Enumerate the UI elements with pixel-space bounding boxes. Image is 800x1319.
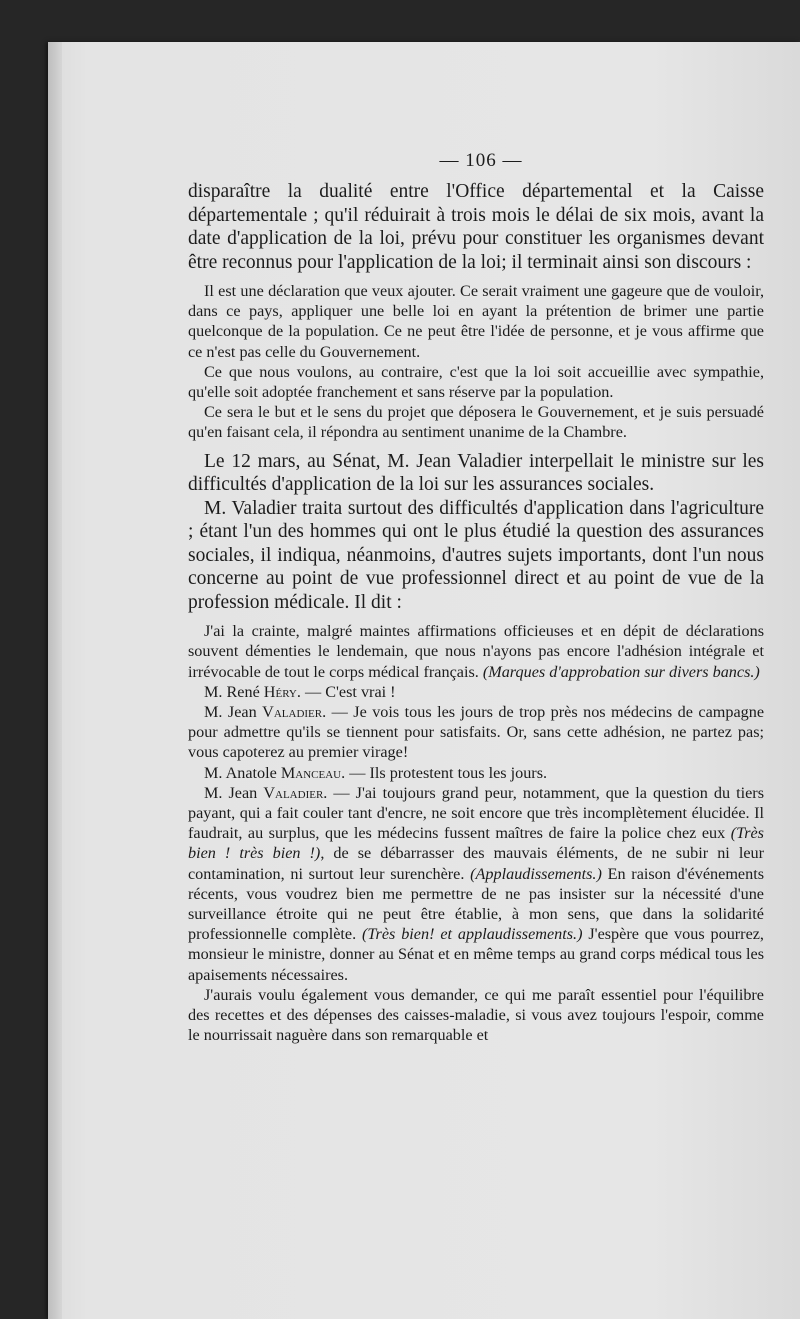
speech-text: . — J'ai toujours grand peur, notamment, que la question du tiers payant, qui a fait couler tant d'encre, ne soit encore que très incomplètement élucidée. Il faudrait, au surplus, que les médecins fussent maîtres de faire la police chez eux: [188, 783, 764, 843]
speech-text: J'espère que vous pourrez, monsieur le ministre, donner au Sénat et en même temps au grand corps médical tous les apaisements nécessaires.: [188, 925, 764, 984]
speech-text: , de se débarrasser des mauvais éléments, de ne subir ni leur contamination, ni surtout leur surenchère.: [188, 844, 764, 883]
intro-paragraph: disparaître la dualité entre l'Office départemental et la Caisse départementale ; qu'il réduirait à trois mois le délai de six mois, avant la date d'application de la loi, prévu pour constituer les organismes devant être reconnus pour l'application de la loi; il terminait ainsi son discours :: [188, 181, 764, 273]
paper-edge: [48, 42, 62, 1319]
narrative-paragraph-2: M. Valadier traita surtout des difficultés d'application dans l'agriculture ; étant l'un des hommes qui ont le plus étudié la question des assurances sociales, il indiqua, néanmoins, d'autres sujets importants, dont l'un nous concerne au point de vue professionnel direct et au point de vue de la profession médicale. Il dit :: [188, 497, 764, 613]
remark: (Très bien! et applaudissements.): [362, 925, 583, 944]
speaker-last: Héry: [263, 682, 297, 701]
quote2-paragraph-5: [188, 783, 764, 985]
quote-block-1: [188, 281, 764, 443]
speech-text: . — C'est vrai !: [296, 682, 396, 701]
narrative-block: [188, 450, 764, 615]
speaker-last: Valadier: [262, 702, 323, 721]
speaker-first: M. Jean: [204, 783, 258, 802]
quote1-paragraph-2: Ce que nous voulons, au contraire, c'est que la loi soit accueillie avec sympathie, qu'elle soit adoptée franchement et sans réserve par la population.: [188, 362, 764, 402]
intro-block: [188, 180, 764, 274]
quote2-p1-remark: (Marques d'approbation sur divers bancs.): [482, 662, 760, 681]
page-number: — 106 —: [439, 150, 523, 171]
speaker-first: M. Anatole: [204, 763, 277, 782]
quote-block-2: [188, 621, 764, 1045]
narrative-paragraph-1: Le 12 mars, au Sénat, M. Jean Valadier interpellait le ministre sur les difficultés d'application de la loi sur les assurances sociales.: [188, 450, 764, 496]
quote2-paragraph-4: [188, 763, 764, 783]
quote1-paragraph-3: Ce sera le but et le sens du projet que déposera le Gouvernement, et je suis persuadé qu'en faisant cela, il répondra au sentiment unanime de la Chambre.: [188, 403, 764, 442]
quote1-paragraph-1: Il est une déclaration que veux ajouter. Ce serait vraiment une gageure que de vouloir, dans ce pays, appliquer une belle loi en ayant la prétention de brimer une partie quelconque de la population. Ce ne peut être l'idée de personne, et je vous affirme que ce n'est pas celle du Gouvernement.: [188, 282, 764, 361]
speaker-last: Manceau: [280, 763, 342, 782]
quote2-paragraph-3: [188, 702, 764, 763]
page-text: [188, 150, 764, 1052]
speaker-first: M. René: [204, 682, 260, 701]
quote2-p1-text: J'ai la crainte, malgré maintes affirmations officieuses et en dépit de déclarations souvent démenties le lendemain, que nous n'ayons pas encore l'adhésion intégrale et irrévocable de tout le corps médical français.: [188, 622, 764, 681]
speaker-last: Valadier: [263, 783, 324, 802]
speech-text: . — Je vois tous les jours de trop près nos médecins de campagne pour admettre qu'ils se tiennent pour satisfaits. Or, sans cette adhésion, ne partez pas; vous capoterez au premier virage!: [188, 702, 765, 762]
remark: (Applaudissements.): [470, 864, 602, 883]
speech-text: En raison d'événements récents, vous voudrez bien me permettre de ne pas insister sur la nécessité d'une surveillance étroite qui ne peut être établie, à mon sens, que dans la solidarité professionnelle complète.: [188, 864, 764, 944]
quote2-paragraph-1: [188, 621, 764, 682]
remark: (Très bien ! très bien !): [188, 824, 764, 863]
speech-text: . — Ils protestent tous les jours.: [341, 763, 548, 782]
speaker-first: M. Jean: [204, 702, 257, 721]
quote2-paragraph-6: J'aurais voulu également vous demander, ce qui me paraît essentiel pour l'équilibre des recettes et des dépenses des caisses-maladie, si vous avez toujours l'espoir, comme le nourrissait naguère dans son remarquable et: [188, 985, 764, 1045]
quote2-paragraph-2: [188, 682, 764, 702]
